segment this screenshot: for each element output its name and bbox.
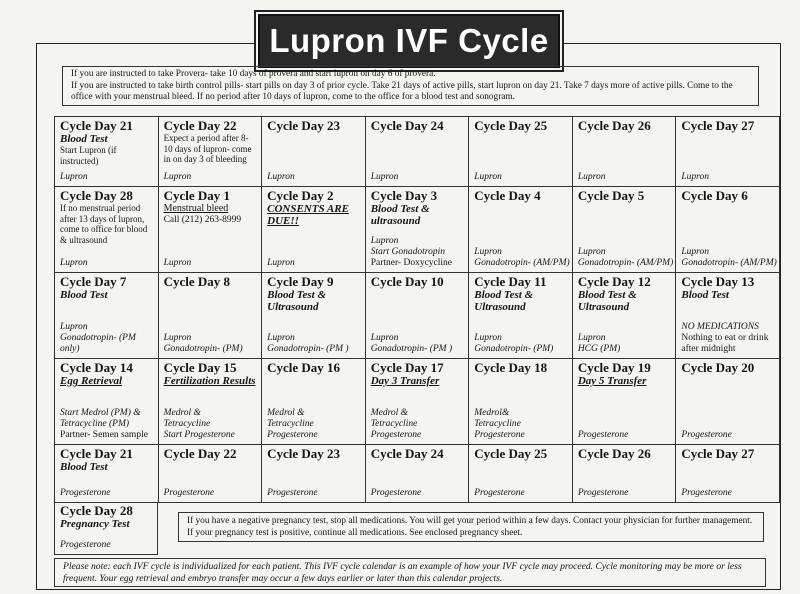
- cycle-day-label: Cycle Day 27: [681, 446, 755, 461]
- cycle-day-label: Cycle Day 10: [370, 274, 444, 289]
- medication-block: [267, 172, 295, 183]
- cycle-day-label: Cycle Day 4: [474, 188, 541, 203]
- medication-label: Progesterone: [267, 430, 318, 440]
- event-label: CONSENTS ARE DUE!!: [267, 203, 349, 227]
- instruction-text: Partner- Doxycycline: [370, 258, 453, 268]
- cycle-day-label: Cycle Day 16: [267, 360, 341, 375]
- footer-note: Please note: each IVF cycle is individualized for each patient. This IVF cycle calendar is an example of how your IVF cycle may proceed. Cycle monitoring may be more or less frequent. Your egg retrieval and embryo transfer may occur a few days earlier or later than this calendar projects.: [54, 558, 766, 587]
- medication-block: [474, 488, 524, 499]
- calendar-cell: [469, 359, 573, 445]
- medication-label: Lupron: [370, 236, 399, 246]
- medication-block: [681, 172, 709, 183]
- medication-label: Lupron: [370, 333, 399, 343]
- medication-label: Tetracycline: [370, 419, 418, 429]
- medication-label: Lupron: [474, 247, 502, 257]
- medication-label: Start Gonadotropin: [370, 247, 446, 257]
- medication-block: [267, 488, 317, 499]
- medication-block: [371, 408, 421, 441]
- cycle-day-label: Cycle Day 23: [267, 118, 341, 133]
- cycle-day-label: Cycle Day 22: [163, 118, 237, 133]
- event-label: Blood Test: [60, 289, 108, 301]
- medication-label: Gonadotropin- (PM): [474, 344, 554, 354]
- medication-label: Gonadotropin- (PM): [163, 344, 243, 354]
- cycle-day-label: Cycle Day 21: [60, 118, 133, 133]
- calendar-cell: [676, 359, 780, 445]
- medication-block: [474, 247, 569, 269]
- medication-block: [371, 172, 399, 183]
- medication-block: [164, 333, 243, 355]
- medication-label: Progesterone: [577, 430, 629, 440]
- cycle-day-label: Cycle Day 2: [267, 188, 334, 203]
- calendar-cell: [158, 117, 262, 187]
- note-text: Call (212) 263-8999: [163, 215, 242, 225]
- medication-label: Start Medrol (PM) &: [60, 408, 141, 418]
- calendar-cell: [365, 359, 469, 445]
- medication-block: [371, 236, 452, 269]
- medication-label: Lupron: [577, 172, 606, 182]
- cycle-day-label: Cycle Day 24: [370, 446, 444, 461]
- calendar-cell: [55, 273, 159, 359]
- cycle-day-label: Cycle Day 7: [60, 274, 127, 289]
- cycle-calendar-table: [54, 116, 780, 503]
- medication-block: [164, 258, 192, 269]
- calendar-cell: [365, 273, 469, 359]
- medication-block: [164, 172, 192, 183]
- medication-label: Lupron: [267, 333, 295, 343]
- medication-label: Gonadotropin- (AM/PM): [474, 258, 570, 268]
- medication-label: Tetracycline: [163, 419, 211, 429]
- cycle-day-label: Cycle Day 18: [474, 360, 548, 375]
- calendar-cell: [55, 445, 159, 503]
- medication-label: Lupron: [681, 172, 710, 182]
- medication-label: Progesterone: [474, 430, 525, 440]
- medication-block: [164, 408, 235, 441]
- medication-block: [267, 333, 348, 355]
- medication-label: Progesterone: [370, 488, 422, 498]
- cycle-day-label: Cycle Day 22: [163, 446, 237, 461]
- medication-label: Lupron: [474, 333, 502, 343]
- calendar-row: [55, 117, 780, 187]
- medication-block: [578, 333, 620, 355]
- calendar-cell: [676, 445, 780, 503]
- cycle-day-label: Cycle Day 6: [681, 188, 748, 203]
- medication-block: [578, 247, 673, 269]
- calendar-cell: [469, 117, 573, 187]
- medication-label: Tetracycline: [474, 419, 521, 429]
- cycle-day-label: Cycle Day 5: [577, 188, 645, 203]
- medication-block: [681, 247, 776, 269]
- medication-block: [60, 172, 88, 183]
- calendar-cell: [572, 117, 676, 187]
- medication-label: Start Progesterone: [163, 430, 235, 440]
- calendar-cell: [262, 187, 366, 273]
- cycle-day-label: Cycle Day 14: [60, 360, 133, 375]
- medication-label: Medrol &: [370, 408, 409, 418]
- medication-label: NO MEDICATIONS: [681, 322, 759, 332]
- cycle-day-label: Cycle Day 20: [681, 360, 755, 375]
- cycle-day-label: Cycle Day 13: [681, 274, 755, 289]
- medication-label: Progesterone: [577, 488, 629, 498]
- cycle-day-label: Cycle Day 11: [474, 274, 547, 289]
- medication-label: Lupron: [577, 247, 606, 257]
- note-text: Menstrual bleed: [163, 203, 229, 214]
- calendar-cell: [676, 187, 780, 273]
- calendar-cell: [676, 273, 780, 359]
- note-text: Expect a period after 8-10 days of lupron- come in on day 3 of bleeding: [163, 133, 252, 164]
- note-text: Start Lupron (if instructed): [60, 145, 117, 166]
- medication-block: [474, 408, 524, 441]
- cycle-day-label: Cycle Day 9: [267, 274, 334, 289]
- medication-label: Progesterone: [267, 488, 318, 498]
- medication-block: [60, 488, 110, 499]
- medication-block: [267, 258, 295, 269]
- medication-label: Lupron: [681, 247, 710, 257]
- calendar-cell: [55, 187, 159, 273]
- note-text: If no menstrual period after 13 days of lupron, come to office for blood & ultrasound: [60, 203, 148, 245]
- medication-label: Progesterone: [681, 430, 732, 440]
- calendar-cell: [158, 359, 262, 445]
- calendar-cell: [262, 359, 366, 445]
- medication-label: Lupron: [163, 172, 192, 182]
- event-label: Blood Test: [60, 133, 108, 145]
- medication-block: [371, 488, 421, 499]
- calendar-row: [55, 187, 780, 273]
- event-label: Blood Test & Ultrasound: [474, 289, 534, 313]
- calendar-cell: [572, 445, 676, 503]
- event-label: Blood Test & Ultrasound: [267, 289, 327, 313]
- medication-label: Progesterone: [370, 430, 422, 440]
- page-title: [258, 14, 560, 68]
- medication-block: [474, 333, 553, 355]
- cycle-day-label: Cycle Day 3: [370, 188, 438, 203]
- medication-label: Progesterone: [681, 488, 732, 498]
- medication-label: Medrol &: [267, 408, 305, 418]
- calendar-cell: [262, 445, 366, 503]
- calendar-cell: [365, 445, 469, 503]
- medication-block: [60, 408, 148, 441]
- cycle-day-label: Cycle Day 17: [370, 360, 444, 375]
- calendar-row: [55, 445, 780, 503]
- calendar-cell: [262, 117, 366, 187]
- medication-label: Lupron: [60, 172, 88, 182]
- pregnancy-test-note: [178, 512, 764, 542]
- event-label: Day 3 Transfer: [370, 375, 440, 387]
- calendar-row: [55, 359, 780, 445]
- medication-label: Progesterone: [60, 488, 111, 498]
- calendar-cell: [365, 187, 469, 273]
- calendar-cell: [469, 445, 573, 503]
- intro-line-2: If you are instructed to take birth control pills- start pills on day 3 of prior cycle. Take 21 days of active pills, start lupron on day 21. Take 7 days more of active pills. Come to the office with your menstrual bleed. If no period after 10 days of lupron, come to the office for a blood test and sonogram.: [71, 80, 733, 102]
- medication-label: Gonadotropin- (AM/PM): [681, 258, 777, 268]
- calendar-cell: [54, 502, 158, 555]
- intro-instructions: [62, 66, 759, 106]
- medication-label: Tetracycline: [267, 419, 314, 429]
- cycle-day-label: Cycle Day 23: [267, 446, 341, 461]
- calendar-cell: [572, 187, 676, 273]
- medication-label: Lupron: [60, 258, 88, 268]
- medication-block: [474, 172, 502, 183]
- medication-label: Gonadotropin- (PM ): [370, 344, 453, 354]
- medication-label: Medrol&: [474, 408, 510, 418]
- medication-block: [578, 488, 628, 499]
- instruction-text: Nothing to eat or drink after midnight: [681, 333, 769, 354]
- event-label: Blood Test: [681, 289, 729, 301]
- medication-block: [578, 430, 628, 441]
- event-label: Day 5 Transfer: [577, 375, 647, 387]
- cycle-day-label: Cycle Day 21: [60, 446, 133, 461]
- cycle-day-label: Cycle Day 1: [163, 188, 230, 203]
- medication-label: Lupron: [267, 172, 295, 182]
- medication-label: Medrol &: [163, 408, 201, 418]
- cycle-day-label: Cycle Day 24: [370, 118, 444, 133]
- calendar-cell: [469, 273, 573, 359]
- calendar-cell: [55, 359, 159, 445]
- cycle-day-label: Cycle Day 26: [577, 118, 651, 133]
- medication-label: Lupron: [60, 322, 88, 332]
- calendar-row: [55, 273, 780, 359]
- cycle-day-label: Cycle Day 26: [577, 446, 651, 461]
- cycle-day-label: Cycle Day 27: [681, 118, 755, 133]
- medication-block: [60, 258, 88, 269]
- event-label: Blood Test & ultrasound: [370, 203, 430, 227]
- medication-label: Lupron: [474, 172, 502, 182]
- calendar-cell: [469, 187, 573, 273]
- cycle-day-label: Cycle Day 19: [577, 360, 651, 375]
- cycle-day-label: Cycle Day 25: [474, 118, 548, 133]
- medication-label: Tetracycline (PM): [60, 419, 130, 429]
- event-label: Blood Test & Ultrasound: [577, 289, 637, 313]
- cycle-day-label: Cycle Day 28: [60, 188, 133, 203]
- calendar-cell: [55, 117, 159, 187]
- medication-label: Gonadotropin- (AM/PM): [577, 258, 674, 268]
- medication-label: Lupron: [577, 333, 606, 343]
- medication-label: Progesterone: [60, 540, 111, 550]
- positive-test-text: If your pregnancy test is positive, continue all medications. See enclosed pregnancy sheet.: [187, 527, 523, 538]
- calendar-cell: [676, 117, 780, 187]
- medication-label: Lupron: [370, 172, 399, 182]
- calendar-cell: [158, 445, 262, 503]
- calendar-cell: [158, 273, 262, 359]
- medication-label: Lupron: [163, 333, 192, 343]
- cycle-day-label: Cycle Day 28: [60, 503, 133, 518]
- medication-label: Lupron: [267, 258, 295, 268]
- cycle-day-label: Cycle Day 25: [474, 446, 548, 461]
- medication-block: [681, 488, 731, 499]
- medication-block: [267, 408, 317, 441]
- title-text: Lupron IVF Cycle: [269, 22, 549, 59]
- calendar-cell: [572, 273, 676, 359]
- medication-label: Gonadotropin- (PM only): [60, 333, 136, 354]
- medication-label: Lupron: [163, 258, 192, 268]
- medication-label: Gonadotropin- (PM ): [267, 344, 349, 354]
- event-label: Egg Retrieval: [60, 375, 123, 387]
- intro-line-1: If you are instructed to take Provera- take 10 days of provera and start lupron on day 6 of provera.: [71, 69, 436, 79]
- event-label: Blood Test: [60, 461, 108, 473]
- event-label: Fertilization Results: [163, 375, 256, 387]
- calendar-cell: [572, 359, 676, 445]
- medication-block: [578, 172, 606, 183]
- event-label: Pregnancy Test: [60, 518, 130, 530]
- cycle-day-label: Cycle Day 12: [577, 274, 651, 289]
- medication-label: HCG (PM): [577, 344, 621, 354]
- negative-test-text: If you have a negative pregnancy test, stop all medications. You will get your period within a few days. Contact your physician for further management.: [187, 516, 753, 526]
- medication-block: [681, 322, 779, 355]
- medication-block: [371, 333, 452, 355]
- medication-block: [164, 488, 214, 499]
- medication-label: Progesterone: [163, 488, 215, 498]
- medication-block: [60, 322, 158, 355]
- instruction-text: Partner- Semen sample: [60, 430, 148, 440]
- calendar-cell: [262, 273, 366, 359]
- medication-block: [681, 430, 731, 441]
- calendar-cell: [158, 187, 262, 273]
- medication-label: Progesterone: [474, 488, 525, 498]
- cycle-day-label: Cycle Day 15: [163, 360, 237, 375]
- cycle-day-label: Cycle Day 8: [163, 274, 230, 289]
- calendar-cell: [365, 117, 469, 187]
